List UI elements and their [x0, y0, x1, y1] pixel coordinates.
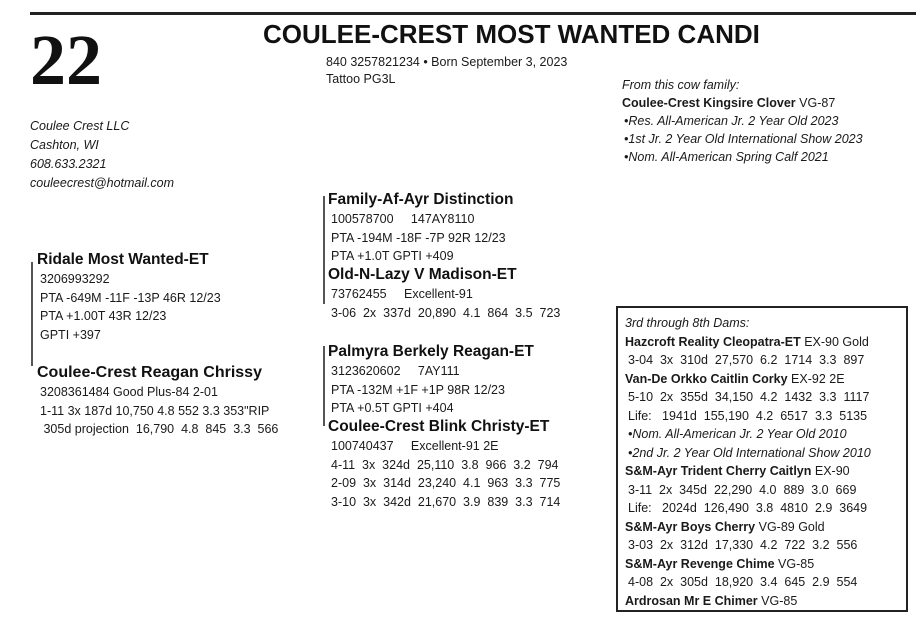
- dam4-title: [625, 370, 902, 389]
- consignor-location: Cashton, WI: [30, 138, 99, 152]
- sire-line: PTA -649M -11F -13P 46R 12/23: [40, 290, 221, 305]
- dam-name: Coulee-Crest Reagan Chrissy: [37, 364, 262, 381]
- registration-info: [326, 54, 567, 88]
- dam-dam-line: 3-10 3x 342d 21,670 3.9 839 3.3 714: [331, 494, 561, 509]
- sire-block: [37, 250, 221, 344]
- dam4-name: Van-De Orkko Caitlin Corky: [625, 371, 788, 386]
- dam4-honor: •Nom. All-American Jr. 2 Year Old 2010: [628, 427, 847, 441]
- dam-dam-name: Coulee-Crest Blink Christy-ET: [328, 418, 550, 435]
- sire-dam-line: 73762455 Excellent-91: [331, 287, 473, 301]
- cow-family-honor: •Nom. All-American Spring Calf 2021: [624, 150, 829, 164]
- consignor-info: [30, 117, 174, 193]
- ancestral-dams-box: [616, 306, 908, 612]
- dam5-title: [625, 462, 902, 481]
- dam3-title: [625, 333, 902, 352]
- dam6-title: [625, 518, 902, 537]
- dam4-record: 5-10 2x 355d 34,150 4.2 1432 3.3 1117: [628, 390, 870, 404]
- dam-dam-line: 2-09 3x 314d 23,240 4.1 963 3.3 775: [331, 476, 561, 490]
- dam-sire-block: [328, 342, 534, 418]
- sire-line: GPTI +397: [40, 327, 101, 342]
- pedigree-bracket-sire: [323, 196, 325, 304]
- pedigree-bracket-main: [31, 262, 33, 366]
- dam3-name: Hazcroft Reality Cleopatra-ET: [625, 334, 801, 349]
- cow-family-cow-name: Coulee-Crest Kingsire Clover: [622, 96, 796, 110]
- sire-sire-line: PTA -194M -18F -7P 92R 12/23: [331, 230, 506, 245]
- consignor-name: Coulee Crest LLC: [30, 119, 130, 133]
- cow-family-honor: •Res. All-American Jr. 2 Year Old 2023: [624, 114, 839, 128]
- lot-number: 22: [30, 20, 102, 100]
- dams-box-heading: 3rd through 8th Dams:: [625, 316, 750, 330]
- dam-dam-line: 4-11 3x 324d 25,110 3.8 966 3.2 794: [331, 457, 559, 472]
- pedigree-bracket-dam: [323, 346, 325, 426]
- dam6-name: S&M-Ayr Boys Cherry: [625, 519, 756, 534]
- sire-dam-line: 3-06 2x 337d 20,890 4.1 864 3.5 723: [331, 305, 561, 320]
- consignor-email: couleecrest@hotmail.com: [30, 176, 174, 190]
- dam5-lifetime: Life: 2024d 126,490 3.8 4810 2.9 3649: [628, 501, 868, 515]
- cow-family: [622, 76, 863, 166]
- cow-family-cow-score: VG-87: [795, 96, 836, 110]
- tattoo: Tattoo PG3L: [326, 72, 396, 86]
- reg-line: 840 3257821234 • Born September 3, 2023: [326, 55, 568, 69]
- dam5-score: EX-90: [811, 464, 850, 478]
- dam5-name: S&M-Ayr Trident Cherry Caitlyn: [625, 464, 812, 478]
- dam7-title: [625, 555, 902, 574]
- dam-sire-name: Palmyra Berkely Reagan-ET: [328, 343, 534, 360]
- dam4-honor: •2nd Jr. 2 Year Old International Show 2010: [628, 445, 871, 460]
- sire-sire-block: [328, 190, 513, 266]
- dam8-name: Ardrosan Mr E Chimer: [625, 593, 758, 608]
- dam-line: 1-11 3x 187d 10,750 4.8 552 3.3 353"RIP: [40, 403, 270, 418]
- dam7-name: S&M-Ayr Revenge Chime: [625, 556, 775, 571]
- sire-dam-block: [328, 265, 560, 322]
- dam5-record: 3-11 2x 345d 22,290 4.0 889 3.0 669: [628, 482, 857, 497]
- dam6-score: VG-89 Gold: [755, 519, 825, 534]
- animal-name: COULEE-CREST MOST WANTED CANDI: [263, 19, 760, 49]
- dam-line: 305d projection 16,790 4.8 845 3.3 566: [40, 422, 279, 436]
- sire-line: PTA +1.00T 43R 12/23: [40, 309, 167, 323]
- consignor-phone: 608.633.2321: [30, 157, 107, 171]
- sire-sire-line: 100578700 147AY8110: [331, 212, 475, 226]
- dam8-title: [625, 592, 902, 611]
- cow-family-cow: [622, 94, 863, 112]
- sire-sire-line: PTA +1.0T GPTI +409: [331, 249, 454, 263]
- cow-family-heading: From this cow family:: [622, 78, 740, 92]
- dam3-record: 3-04 3x 310d 27,570 6.2 1714 3.3 897: [628, 353, 865, 367]
- dam-sire-line: PTA +0.5T GPTI +404: [331, 401, 454, 415]
- sire-dam-name: Old-N-Lazy V Madison-ET: [328, 266, 517, 283]
- sire-sire-name: Family-Af-Ayr Distinction: [328, 191, 514, 208]
- dam-sire-line: PTA -132M +1F +1P 98R 12/23: [331, 382, 505, 397]
- sire-line: 3206993292: [40, 272, 110, 286]
- dam8-score: VG-85: [757, 593, 798, 608]
- cow-family-honor: •1st Jr. 2 Year Old International Show 2023: [624, 132, 863, 146]
- dam3-score: EX-90 Gold: [800, 334, 869, 349]
- dam4-lifetime: Life: 1941d 155,190 4.2 6517 3.3 5135: [628, 408, 868, 423]
- header-rule: [30, 12, 916, 15]
- dam-line: 3208361484 Good Plus-84 2-01: [40, 385, 218, 399]
- sire-name: Ridale Most Wanted-ET: [37, 251, 209, 268]
- dam6-record: 3-03 2x 312d 17,330 4.2 722 3.2 556: [628, 538, 858, 552]
- dam4-score: EX-92 2E: [787, 371, 845, 386]
- dam7-score: VG-85: [774, 556, 815, 571]
- dam-sire-line: 3123620602 7AY111: [331, 364, 460, 378]
- dam-dam-line: 100740437 Excellent-91 2E: [331, 439, 499, 453]
- dam-dam-block: [328, 417, 560, 511]
- dam7-record: 4-08 2x 305d 18,920 3.4 645 2.9 554: [628, 575, 858, 589]
- dam-block: [37, 363, 278, 439]
